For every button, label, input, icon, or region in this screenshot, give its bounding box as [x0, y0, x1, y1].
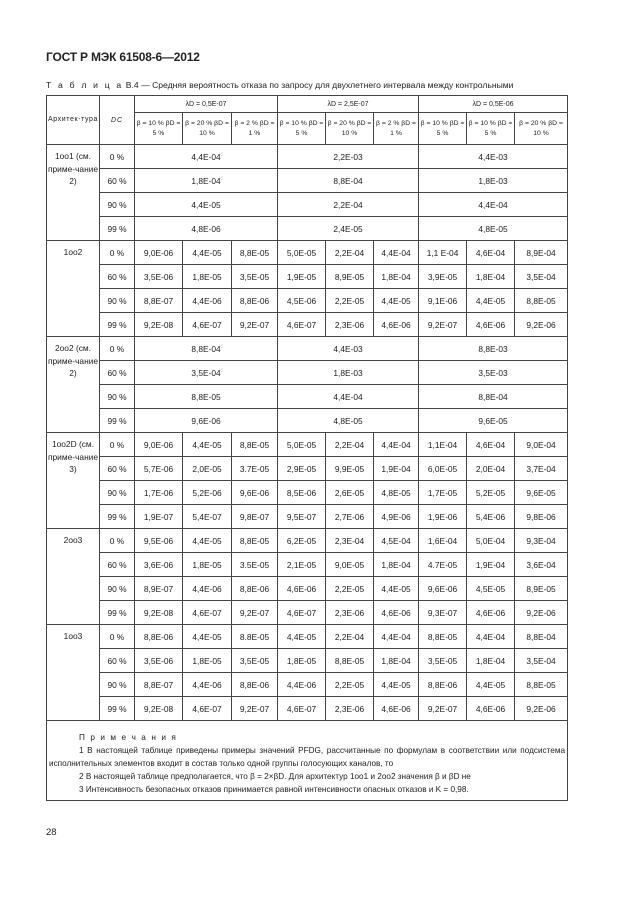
value-cell: 1,8Е-04	[374, 649, 419, 673]
value-cell: 4,6Е-06	[278, 577, 326, 601]
value-cell: 2,2Е-04	[278, 193, 419, 217]
value-cell: 1,1 Е-04	[419, 241, 467, 265]
dc-cell: 60 %	[100, 457, 135, 481]
value-cell: 8,9Е-07	[135, 577, 183, 601]
value-cell: 4,4Е-04	[467, 625, 515, 649]
value-cell: 8,8Е-05	[515, 289, 568, 313]
value-cell: 1,8Е-03	[278, 361, 419, 385]
value-cell: 9,2Е-08	[135, 697, 183, 721]
value-cell: 8,8Е-04	[135, 337, 278, 361]
value-cell: 8,8Е-06	[232, 289, 278, 313]
value-cell: 8,8Е-06	[232, 577, 278, 601]
header-dc: DC	[100, 96, 135, 145]
value-cell: 5,7Е-06	[135, 457, 183, 481]
value-cell: 2,3Е-06	[326, 313, 374, 337]
dc-cell: 99 %	[100, 601, 135, 625]
value-cell: 4,4Е-04	[374, 433, 419, 457]
dc-cell: 90 %	[100, 577, 135, 601]
value-cell: 9,6Е-06	[135, 409, 278, 433]
table-row	[47, 241, 568, 265]
value-cell: 2,3Е-06	[326, 697, 374, 721]
value-cell: 1,8Е-04	[374, 553, 419, 577]
value-cell: 9,6Е-06	[232, 481, 278, 505]
value-cell: 9,3Е-04	[515, 529, 568, 553]
value-cell: 4,5Е-06	[278, 289, 326, 313]
architecture-cell: 2оо2 (см. приме-чание 2)	[47, 337, 100, 433]
value-cell: 3.5Е-05	[232, 553, 278, 577]
dc-cell: 60 %	[100, 361, 135, 385]
value-cell: 4,4Е-06	[183, 673, 232, 697]
notes-title: П р и м е ч а н и я	[79, 733, 178, 742]
value-cell: 3,5Е-03	[419, 361, 568, 385]
value-cell: 9,6Е-05	[515, 481, 568, 505]
value-cell: 4,6Е-07	[278, 601, 326, 625]
value-cell: 3,6Е-06	[135, 553, 183, 577]
value-cell: 2,2Е-05	[326, 673, 374, 697]
value-cell: 8,8Е-06	[135, 625, 183, 649]
value-cell: 9,5Е-07	[278, 505, 326, 529]
value-cell: 9,0Е-06	[135, 241, 183, 265]
value-cell: 5,4Е-07	[183, 505, 232, 529]
dc-cell: 0 %	[100, 241, 135, 265]
value-cell: 3,9Е-05	[419, 265, 467, 289]
value-cell: 9,2Е-08	[135, 313, 183, 337]
header-lambda-3: λD = 0,5Е-06	[419, 96, 568, 113]
value-cell: 3,5Е-06	[135, 265, 183, 289]
dc-cell: 90 %	[100, 673, 135, 697]
table-row	[47, 217, 568, 241]
value-cell: 4,6Е-07	[183, 697, 232, 721]
value-cell: 4,4Е-03	[278, 337, 419, 361]
value-cell: 4,4Е-06	[278, 673, 326, 697]
value-cell: 4,6Е-06	[374, 313, 419, 337]
value-cell: 9,2Е-06	[515, 697, 568, 721]
value-cell: 1,8Е-04	[467, 265, 515, 289]
notes-cell	[47, 721, 568, 801]
dc-cell: 60 %	[100, 553, 135, 577]
value-cell: 9,5Е-06	[135, 529, 183, 553]
table-row	[47, 553, 568, 577]
value-cell: 6,0Е-05	[419, 457, 467, 481]
value-cell: 3,5Е-06	[135, 649, 183, 673]
value-cell: 4,8Е-05	[419, 217, 568, 241]
value-cell: 9,3Е-07	[419, 601, 467, 625]
value-cell: 9,1Е-06	[419, 289, 467, 313]
table-caption	[46, 80, 586, 90]
value-cell: 8,8Е-07	[135, 289, 183, 313]
value-cell: 4,6Е-07	[183, 313, 232, 337]
table-row	[47, 529, 568, 553]
value-cell: 9,0Е-05	[326, 553, 374, 577]
table-row	[47, 601, 568, 625]
value-cell: 9,2Е-07	[419, 697, 467, 721]
value-cell: 8,8Е-06	[419, 673, 467, 697]
value-cell: 5,2Е-06	[183, 481, 232, 505]
value-cell: 9,9Е-05	[326, 457, 374, 481]
dc-cell: 60 %	[100, 649, 135, 673]
header-beta: β = 10 % βD = 5 %	[467, 113, 515, 145]
dc-cell: 60 %	[100, 265, 135, 289]
value-cell: 9,8Е-06	[515, 505, 568, 529]
table-row	[47, 145, 568, 169]
value-cell: 4,6Е-06	[374, 697, 419, 721]
value-cell: 1,7Е-05	[419, 481, 467, 505]
value-cell: 2,2Е-04	[326, 433, 374, 457]
value-cell: 4,6Е-07	[278, 697, 326, 721]
header-beta: β = 10 % βD = 5 %	[135, 113, 183, 145]
value-cell: 2,2Е-05	[326, 577, 374, 601]
value-cell: 4,5Е-05	[467, 577, 515, 601]
value-cell: 8,8Е-04	[419, 385, 568, 409]
table-row	[47, 361, 568, 385]
dc-cell: 0 %	[100, 145, 135, 169]
value-cell: 2,0Е-05	[183, 457, 232, 481]
value-cell: 2,7Е-06	[326, 505, 374, 529]
value-cell: 3,7Е-04	[515, 457, 568, 481]
value-cell: 2,2Е-03	[278, 145, 419, 169]
value-cell: 2,2Е-04	[326, 625, 374, 649]
dc-cell: 90 %	[100, 385, 135, 409]
value-cell: 8,8Е-06	[232, 673, 278, 697]
page-header: ГОСТ Р МЭК 61508-6—2012	[46, 50, 200, 64]
value-cell: 8,9Е-05	[515, 577, 568, 601]
value-cell: 1,8Е-04	[467, 649, 515, 673]
value-cell: 2,1Е-05	[278, 553, 326, 577]
value-cell: 9,2Е-07	[419, 313, 467, 337]
dc-cell: 90 %	[100, 289, 135, 313]
note-3: 3 Интенсивность безопасных отказов принимается равной интенсивности опасных отказов и K = 0,98.	[79, 785, 469, 794]
dc-cell: 99 %	[100, 313, 135, 337]
value-cell: 2,6Е-05	[326, 481, 374, 505]
value-cell: 4,6Е-06	[467, 601, 515, 625]
table-row	[47, 193, 568, 217]
table-row	[47, 385, 568, 409]
value-cell: 8,8Е-04	[278, 169, 419, 193]
value-cell: 4,8Е-05	[374, 481, 419, 505]
value-cell: 4,4Е-05	[374, 577, 419, 601]
value-cell: 4,8Е-05	[278, 409, 419, 433]
value-cell: 4,4Е-04	[419, 193, 568, 217]
value-cell: 1,9Е-04	[467, 553, 515, 577]
value-cell: 2,0Е-04	[467, 457, 515, 481]
value-cell: 9,2Е-06	[515, 313, 568, 337]
value-cell: 9,2Е-07	[232, 697, 278, 721]
table-row	[47, 433, 568, 457]
value-cell: 9,0Е-04	[515, 433, 568, 457]
note-2: 2 В настоящей таблице предполагается, что β = 2×βD. Для архитектур 1оо1 и 2оо2 значения β и βD не	[79, 772, 471, 781]
value-cell: 4,6Е-04	[467, 433, 515, 457]
value-cell: 8,8Е-04	[515, 625, 568, 649]
value-cell: 1,9Е-07	[135, 505, 183, 529]
value-cell: 8,8Е-07	[135, 673, 183, 697]
table-row	[47, 625, 568, 649]
value-cell: 1,6Е-04	[419, 529, 467, 553]
value-cell: 4,6Е-06	[467, 313, 515, 337]
value-cell: 8,8Е-05	[135, 385, 278, 409]
table-row	[47, 169, 568, 193]
value-cell: 4,9Е-06	[374, 505, 419, 529]
value-cell: 4,4Е-06	[183, 577, 232, 601]
value-cell: 3,5Е-05	[419, 649, 467, 673]
value-cell: 4,4Е-04	[135, 145, 278, 169]
value-cell: 8,9Е-04	[515, 241, 568, 265]
table-row	[47, 265, 568, 289]
value-cell: 4,6Е-06	[467, 697, 515, 721]
dc-cell: 60 %	[100, 169, 135, 193]
dc-cell: 0 %	[100, 433, 135, 457]
value-cell: 2,3Е-06	[326, 601, 374, 625]
table-row	[47, 577, 568, 601]
value-cell: 9,0Е-06	[135, 433, 183, 457]
value-cell: 1,8Е-03	[419, 169, 568, 193]
value-cell: 4,4Е-04	[278, 385, 419, 409]
value-cell: 2,4Е-05	[278, 217, 419, 241]
architecture-cell: 1оо2	[47, 241, 100, 337]
header-beta: β = 20 % βD = 10 %	[326, 113, 374, 145]
table-row	[47, 481, 568, 505]
header-beta: β = 10 % βD = 5 %	[278, 113, 326, 145]
header-architecture: Архитек-тура	[47, 96, 100, 145]
value-cell: 8,8Е-05	[232, 433, 278, 457]
value-cell: 4,6Е-04	[467, 241, 515, 265]
value-cell: 5,2Е-05	[467, 481, 515, 505]
value-cell: 8,8Е-05	[326, 649, 374, 673]
value-cell: 8,8Е-05	[419, 625, 467, 649]
value-cell: 5,0Е-05	[278, 241, 326, 265]
table-row	[47, 289, 568, 313]
value-cell: 5,4Е-06	[467, 505, 515, 529]
value-cell: 2,3Е-04	[326, 529, 374, 553]
value-cell: 1,8Е-05	[278, 649, 326, 673]
value-cell: 4.7Е-05	[419, 553, 467, 577]
header-beta: β = 2 % βD = 1 %	[232, 113, 278, 145]
dc-cell: 99 %	[100, 697, 135, 721]
value-cell: 1,7Е-06	[135, 481, 183, 505]
value-cell: 4,4Е-05	[135, 193, 278, 217]
value-cell: 1,9Е-06	[419, 505, 467, 529]
table-row	[47, 673, 568, 697]
value-cell: 2,2Е-04	[326, 241, 374, 265]
value-cell: 4,4Е-06	[183, 289, 232, 313]
value-cell: 9,2Е-08	[135, 601, 183, 625]
value-cell: 1,9Е-05	[278, 265, 326, 289]
architecture-cell: 1оо3	[47, 625, 100, 721]
value-cell: 4,6Е-07	[183, 601, 232, 625]
header-beta: β = 2 % βD = 1 %	[374, 113, 419, 145]
header-beta: β = 10 % βD = 5 %	[419, 113, 467, 145]
dc-cell: 90 %	[100, 193, 135, 217]
value-cell: 8,8Е-05	[515, 673, 568, 697]
value-cell: 4,8Е-06	[135, 217, 278, 241]
value-cell: 4,4Е-05	[374, 289, 419, 313]
value-cell: 1,8Е-04	[135, 169, 278, 193]
dc-cell: 99 %	[100, 409, 135, 433]
dc-cell: 90 %	[100, 481, 135, 505]
value-cell: 4,4Е-04	[374, 625, 419, 649]
value-cell: 3.7Е-05	[232, 457, 278, 481]
header-lambda-1: λD = 0,5Е-07	[135, 96, 278, 113]
header-beta: β = 20 % βD = 10 %	[515, 113, 568, 145]
value-cell: 4,6Е-06	[374, 601, 419, 625]
value-cell: 8,8Е-05	[232, 241, 278, 265]
value-cell: 8,9Е-05	[326, 265, 374, 289]
value-cell: 3,5Е-04	[515, 265, 568, 289]
value-cell: 5,0Е-05	[278, 433, 326, 457]
value-cell: 1,8Е-04	[374, 265, 419, 289]
table-row	[47, 697, 568, 721]
value-cell: 9,6Е-05	[419, 409, 568, 433]
dc-cell: 99 %	[100, 217, 135, 241]
value-cell: 4,4Е-05	[183, 433, 232, 457]
table-row	[47, 457, 568, 481]
dc-cell: 0 %	[100, 529, 135, 553]
page-number: 28	[46, 827, 57, 838]
architecture-cell: 2оо3	[47, 529, 100, 625]
value-cell: 2,2Е-05	[326, 289, 374, 313]
value-cell: 8,8Е-05	[232, 529, 278, 553]
dc-cell: 0 %	[100, 625, 135, 649]
value-cell: 8.8Е-05	[232, 625, 278, 649]
table-row	[47, 505, 568, 529]
value-cell: 8,8Е-03	[419, 337, 568, 361]
value-cell: 1,8Е-05	[183, 649, 232, 673]
value-cell: 4,4Е-05	[183, 625, 232, 649]
value-cell: 4,4Е-05	[183, 241, 232, 265]
value-cell: 9,8Е-07	[232, 505, 278, 529]
value-cell: 1,8Е-05	[183, 265, 232, 289]
value-cell: 5,0Е-04	[467, 529, 515, 553]
value-cell: 4,4Е-03	[419, 145, 568, 169]
caption-prefix: Т а б л и ц а	[46, 80, 124, 90]
value-cell: 1,8Е-05	[183, 553, 232, 577]
value-cell: 9,2Е-07	[232, 601, 278, 625]
value-cell: 9,2Е-06	[515, 601, 568, 625]
value-cell: 4,6Е-07	[278, 313, 326, 337]
value-cell: 8,5Е-06	[278, 481, 326, 505]
value-cell: 3,5Е-05	[232, 265, 278, 289]
caption-text: В.4 — Средняя вероятность отказа по запросу для двухлетнего интервала между контрольными	[125, 80, 514, 90]
value-cell: 6,2Е-05	[278, 529, 326, 553]
value-cell: 4,4Е-05	[278, 625, 326, 649]
value-cell: 3,6Е-04	[515, 553, 568, 577]
table-row	[47, 409, 568, 433]
header-beta: β = 20 % βD = 10 %	[183, 113, 232, 145]
value-cell: 2,9Е-05	[278, 457, 326, 481]
value-cell: 4,4Е-05	[374, 673, 419, 697]
table-row	[47, 337, 568, 361]
value-cell: 4,4Е-05	[467, 289, 515, 313]
value-cell: 4,4Е-05	[183, 529, 232, 553]
dc-cell: 99 %	[100, 505, 135, 529]
value-cell: 3,5Е-05	[232, 649, 278, 673]
value-cell: 9,2Е-07	[232, 313, 278, 337]
value-cell: 1,1Е-04	[419, 433, 467, 457]
pfd-table	[46, 95, 568, 801]
value-cell: 1,9Е-04	[374, 457, 419, 481]
value-cell: 4,5Е-04	[374, 529, 419, 553]
value-cell: 9,6Е-06	[419, 577, 467, 601]
dc-cell: 0 %	[100, 337, 135, 361]
value-cell: 4,4Е-05	[467, 673, 515, 697]
architecture-cell: 1оо1 (см. приме-чание 2)	[47, 145, 100, 241]
value-cell: 4,4Е-04	[374, 241, 419, 265]
value-cell: 3,5Е-04	[515, 649, 568, 673]
note-1: 1 В настоящей таблице приведены примеры значений PFDG, рассчитанные по формулам в соответствии или подсистема исполнительных элементов входит в состав только одной группы голосующих каналов, то	[49, 746, 566, 768]
architecture-cell: 1оо2D (см. приме-чание 3)	[47, 433, 100, 529]
table-row	[47, 649, 568, 673]
value-cell: 3,5Е-04	[135, 361, 278, 385]
header-lambda-2: λD = 2,5Е-07	[278, 96, 419, 113]
table-row	[47, 313, 568, 337]
